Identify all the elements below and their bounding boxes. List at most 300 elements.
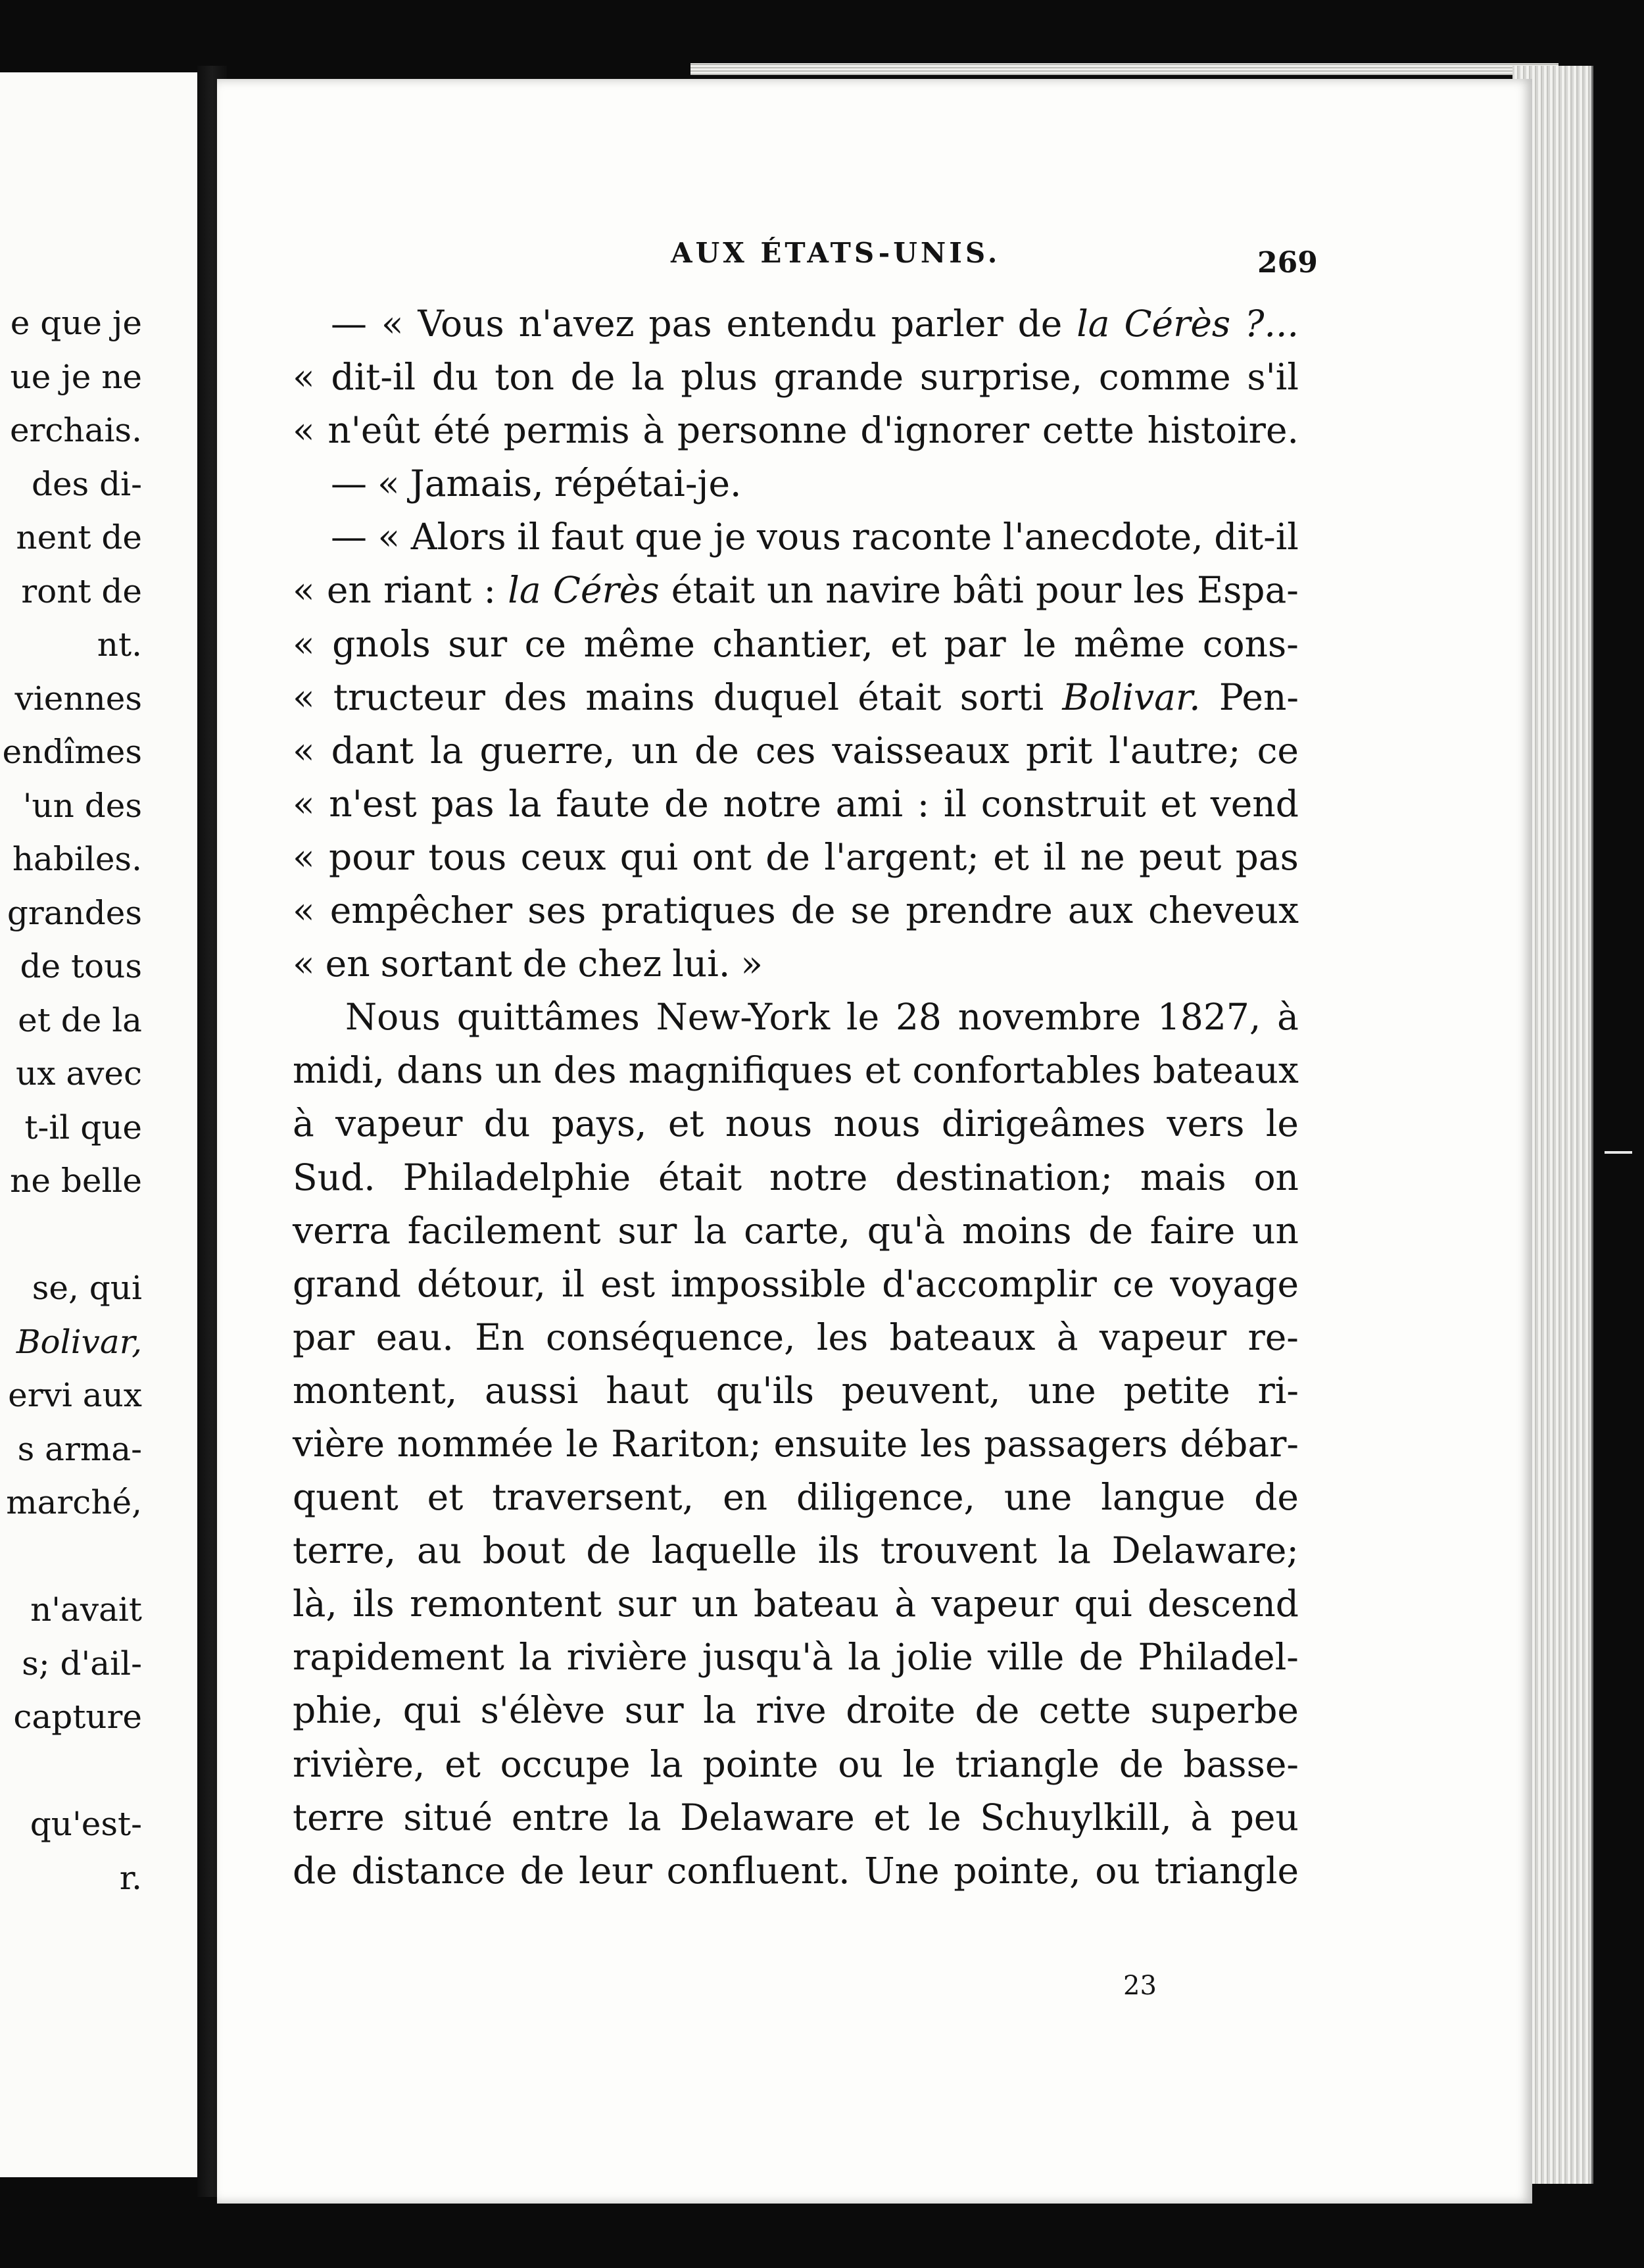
word: et xyxy=(667,1102,704,1145)
word: la xyxy=(1057,1529,1091,1572)
left-page-line: erchais. xyxy=(9,411,142,449)
word: le xyxy=(1265,1102,1299,1145)
word: cette xyxy=(1042,409,1134,452)
word: construit xyxy=(980,782,1146,825)
word: surprise, xyxy=(919,356,1083,399)
word: : xyxy=(483,569,496,612)
word: en xyxy=(326,569,372,612)
word: était xyxy=(671,569,755,612)
word: vapeur xyxy=(1099,1316,1227,1358)
word: ils xyxy=(352,1583,395,1625)
word: il xyxy=(943,782,967,825)
word: répétai-je. xyxy=(554,462,742,505)
left-page-line: t-il que xyxy=(24,1108,142,1146)
word: diligence, xyxy=(796,1476,975,1519)
word: un xyxy=(767,569,813,612)
word: aussi xyxy=(485,1369,579,1412)
word: rapidement xyxy=(293,1636,504,1679)
left-page-line: 'un des xyxy=(22,786,142,825)
left-page-line: ervi aux xyxy=(8,1376,142,1414)
word: haut xyxy=(606,1369,689,1412)
word: — xyxy=(331,303,367,345)
word: faire xyxy=(1149,1209,1236,1252)
word: de xyxy=(765,835,810,878)
word: dit-il xyxy=(1214,516,1299,558)
word: pour xyxy=(328,835,415,878)
left-page-line: viennes xyxy=(14,679,142,718)
text-line xyxy=(293,1524,1299,1577)
word: langue xyxy=(1101,1476,1226,1519)
word: sortant xyxy=(380,943,512,985)
word: la xyxy=(628,1796,662,1838)
text-line xyxy=(293,404,1299,457)
word: confluent. xyxy=(666,1849,850,1892)
text-line xyxy=(293,991,1299,1044)
word: la xyxy=(848,1636,881,1679)
word: et xyxy=(873,1796,910,1838)
text-line xyxy=(293,1577,1299,1631)
word: phie, xyxy=(293,1689,384,1732)
text-line xyxy=(293,618,1299,671)
word: duquel xyxy=(713,676,840,718)
word: de xyxy=(790,889,836,932)
word: le xyxy=(846,996,880,1039)
word: était xyxy=(858,676,942,718)
left-page-line: grandes xyxy=(7,893,142,932)
word: jolie xyxy=(895,1636,973,1679)
word: bateau xyxy=(754,1583,879,1625)
word: bâti xyxy=(953,569,1024,612)
word: ou xyxy=(1095,1849,1140,1892)
text-line xyxy=(293,351,1299,404)
word: riant xyxy=(383,569,472,612)
word: prendre xyxy=(906,889,1053,932)
left-page-line: marché, xyxy=(6,1483,142,1521)
word: sur xyxy=(617,1583,677,1625)
word: il xyxy=(1043,835,1067,878)
text-line xyxy=(293,1631,1299,1684)
word: ces xyxy=(755,729,816,772)
word: la xyxy=(703,1689,737,1732)
word: « xyxy=(293,569,315,612)
word: re- xyxy=(1247,1316,1299,1358)
word: gnols xyxy=(332,622,431,665)
left-page-line: ux avec xyxy=(16,1054,142,1093)
word: navire xyxy=(825,569,941,612)
word: de xyxy=(1078,1636,1124,1679)
word: traversent, xyxy=(492,1476,694,1519)
word: le xyxy=(1023,622,1057,665)
word: et xyxy=(890,622,927,665)
left-page-line: qu'est- xyxy=(30,1805,142,1843)
word: Pen- xyxy=(1219,676,1299,718)
word: chez xyxy=(577,943,662,985)
word: de xyxy=(570,356,616,399)
word: dit-il xyxy=(331,356,416,399)
word: du xyxy=(483,1102,531,1145)
word: tructeur xyxy=(333,676,485,718)
word: cette xyxy=(1038,1689,1131,1732)
word: impossible xyxy=(670,1262,867,1305)
word: remontent xyxy=(410,1583,602,1625)
left-page-line: endîmes xyxy=(2,733,142,771)
word: qui xyxy=(619,835,678,878)
word: Alors xyxy=(410,516,506,558)
text-line xyxy=(293,1738,1299,1791)
word: conséquence, xyxy=(546,1316,796,1358)
word: jusqu'à xyxy=(702,1636,834,1679)
word: « xyxy=(293,729,315,772)
word: de xyxy=(1254,1476,1299,1519)
word: Delaware; xyxy=(1111,1529,1299,1572)
word: Nous xyxy=(345,996,441,1039)
word: « xyxy=(377,462,400,505)
word: grand xyxy=(293,1262,401,1305)
word: — xyxy=(331,462,367,505)
word: du xyxy=(431,356,479,399)
word: « xyxy=(293,889,315,932)
text-line xyxy=(293,1311,1299,1364)
word: pointe, xyxy=(954,1849,1081,1892)
word: l'anecdote, xyxy=(1002,516,1203,558)
word: — xyxy=(331,516,367,558)
word: bateaux xyxy=(1153,1049,1299,1092)
left-page-line: habiles. xyxy=(12,840,142,878)
left-page-line: ue je ne xyxy=(10,357,142,396)
word: de xyxy=(1088,1209,1134,1252)
word: « xyxy=(293,835,315,878)
word: eau. xyxy=(375,1316,454,1358)
word: leur xyxy=(579,1849,652,1892)
text-line xyxy=(293,1471,1299,1524)
word: vaisseaux xyxy=(832,729,1010,772)
word: les xyxy=(1133,569,1185,612)
word: faute xyxy=(556,782,650,825)
word: de xyxy=(1017,303,1063,345)
text-line xyxy=(293,777,1299,831)
word: à xyxy=(1056,1316,1078,1358)
word: « xyxy=(293,409,315,452)
word: Espa- xyxy=(1196,569,1299,612)
word: à xyxy=(293,1102,314,1145)
word: un xyxy=(691,1583,738,1625)
left-page-line: de tous xyxy=(20,947,142,985)
word: là, xyxy=(293,1583,337,1625)
word: et xyxy=(1160,782,1197,825)
word: « xyxy=(293,356,315,399)
left-page-line: r. xyxy=(119,1858,142,1897)
word: grande xyxy=(773,356,904,399)
word: la xyxy=(508,569,541,612)
word: de xyxy=(586,1529,631,1572)
left-page-line: des di- xyxy=(31,464,142,503)
word: la xyxy=(1076,303,1110,345)
word: qu'ils xyxy=(715,1369,814,1412)
word: en xyxy=(325,943,370,985)
word: parler xyxy=(891,303,1003,345)
word: 1827, xyxy=(1157,996,1261,1039)
word: ceux xyxy=(520,835,606,878)
word: cons- xyxy=(1202,622,1299,665)
word: des xyxy=(504,676,568,718)
word: l'autre; xyxy=(1109,729,1241,772)
left-page-line: capture xyxy=(13,1698,142,1736)
word: Schuylkill, xyxy=(980,1796,1172,1838)
word: « xyxy=(293,782,315,825)
text-line xyxy=(293,831,1299,884)
word: cheveux xyxy=(1148,889,1299,932)
word: ou xyxy=(838,1742,883,1785)
word: un xyxy=(1252,1209,1299,1252)
word: peut xyxy=(1139,835,1222,878)
left-page-line: Bolivar, xyxy=(16,1322,142,1361)
word: confortables xyxy=(912,1049,1142,1092)
word: notre xyxy=(723,782,821,825)
word: montent, xyxy=(293,1369,458,1412)
word: été xyxy=(433,409,491,452)
word: rivière, xyxy=(293,1742,425,1785)
text-line xyxy=(293,1364,1299,1418)
body-text xyxy=(293,297,1299,1898)
word: des xyxy=(553,1049,617,1092)
word: nous xyxy=(833,1102,921,1145)
left-page-line: ne belle xyxy=(10,1162,142,1200)
text-line xyxy=(293,1151,1299,1204)
word: la xyxy=(430,729,464,772)
word: facilement xyxy=(407,1209,601,1252)
word: il xyxy=(517,516,541,558)
word: pas xyxy=(1235,835,1299,878)
word: peuvent, xyxy=(841,1369,1001,1412)
word: pratiques xyxy=(601,889,776,932)
word: débar- xyxy=(1180,1422,1299,1465)
text-line xyxy=(293,457,1299,510)
text-line xyxy=(293,671,1299,724)
word: quent xyxy=(293,1476,399,1519)
word: Une xyxy=(864,1849,940,1892)
word: descend xyxy=(1148,1583,1299,1625)
word: ses xyxy=(527,889,587,932)
word: guerre, xyxy=(479,729,616,772)
word: entendu xyxy=(726,303,877,345)
word: de xyxy=(694,729,739,772)
text-line xyxy=(293,1097,1299,1150)
word: moins xyxy=(962,1209,1072,1252)
word: la xyxy=(508,782,542,825)
word: « xyxy=(377,516,400,558)
word: faut xyxy=(550,516,624,558)
word: ri- xyxy=(1257,1369,1299,1412)
text-line xyxy=(293,1791,1299,1844)
word: triangle xyxy=(1154,1849,1299,1892)
word: Philadelphie xyxy=(402,1156,631,1198)
word: la xyxy=(650,1742,683,1785)
word: on xyxy=(1253,1156,1299,1198)
word: passagers xyxy=(984,1422,1168,1465)
word: de xyxy=(1119,1742,1164,1785)
text-line xyxy=(293,297,1299,351)
word: le xyxy=(566,1422,599,1465)
word: vend xyxy=(1210,782,1299,825)
word: s'il xyxy=(1247,356,1299,399)
word: qui xyxy=(402,1689,462,1732)
word: ce xyxy=(1112,1262,1155,1305)
word: midi, xyxy=(293,1049,385,1092)
word: New-York xyxy=(656,996,831,1039)
word: plus xyxy=(681,356,758,399)
word: chantier, xyxy=(712,622,873,665)
word: de xyxy=(293,1849,337,1892)
word: nommée xyxy=(397,1422,554,1465)
word: je xyxy=(713,516,746,558)
running-head: AUX ÉTATS-UNIS. xyxy=(671,237,1001,269)
word: carte, xyxy=(744,1209,851,1252)
word: Jamais, xyxy=(410,462,544,505)
word: même xyxy=(583,622,695,665)
word: et xyxy=(993,835,1029,878)
word: à xyxy=(894,1583,917,1625)
text-line xyxy=(293,884,1299,937)
word: aux xyxy=(1067,889,1134,932)
word: même xyxy=(1073,622,1186,665)
word: les xyxy=(920,1422,972,1465)
word: détour, xyxy=(416,1262,546,1305)
word: ville xyxy=(987,1636,1065,1679)
word: et xyxy=(445,1742,481,1785)
word: situé xyxy=(403,1796,493,1838)
word: pays, xyxy=(551,1102,647,1145)
page-top-edge xyxy=(690,63,1559,75)
word: en xyxy=(723,1476,768,1519)
word: notre xyxy=(769,1156,868,1198)
word: d'ignorer xyxy=(860,409,1030,452)
word: verra xyxy=(293,1209,391,1252)
word: terre, xyxy=(293,1529,397,1572)
word: vers xyxy=(1167,1102,1245,1145)
left-page-line: se, qui xyxy=(32,1269,142,1307)
left-page-line: n'avait xyxy=(30,1590,142,1629)
word: entre xyxy=(511,1796,610,1838)
word: pointe xyxy=(702,1742,819,1785)
word: la xyxy=(631,356,665,399)
word: Philadel- xyxy=(1138,1636,1299,1679)
word: ont xyxy=(692,835,752,878)
text-line xyxy=(293,510,1299,564)
word: empêcher xyxy=(329,889,513,932)
word: prit xyxy=(1026,729,1093,772)
word: petite xyxy=(1123,1369,1230,1412)
word: destination; xyxy=(895,1156,1113,1198)
word: vapeur xyxy=(931,1583,1059,1625)
word: En xyxy=(475,1316,525,1358)
left-page-line: s arma- xyxy=(17,1429,142,1468)
previous-page xyxy=(0,72,201,2177)
word: d'accomplir xyxy=(882,1262,1097,1305)
word: mains xyxy=(585,676,695,718)
text-line xyxy=(293,1044,1299,1097)
word: n'avez xyxy=(518,303,635,345)
word: sur xyxy=(624,1689,684,1732)
word: ce xyxy=(1257,729,1299,772)
word: : xyxy=(917,782,930,825)
word: ensuite xyxy=(773,1422,908,1465)
word: était xyxy=(658,1156,742,1198)
word: occupe xyxy=(500,1742,631,1785)
word: un xyxy=(631,729,679,772)
word: Sud. xyxy=(293,1156,375,1198)
word: comme xyxy=(1098,356,1231,399)
word: ton xyxy=(495,356,554,399)
word: par xyxy=(293,1316,355,1358)
word: nous xyxy=(725,1102,813,1145)
word: au xyxy=(416,1529,462,1572)
word: et xyxy=(864,1049,901,1092)
left-page-line: e que je xyxy=(10,304,142,342)
word: personne xyxy=(677,409,848,452)
word: triangle xyxy=(955,1742,1100,1785)
text-line xyxy=(293,1418,1299,1471)
word: n'eût xyxy=(327,409,420,452)
word: le xyxy=(902,1742,936,1785)
word: bateaux xyxy=(889,1316,1036,1358)
word: rive xyxy=(756,1689,827,1732)
word: sorti xyxy=(959,676,1044,718)
left-page-line: et de la xyxy=(18,1000,142,1039)
word: dant xyxy=(331,729,414,772)
word: n'est xyxy=(329,782,417,825)
word: distance xyxy=(351,1849,506,1892)
word: peu xyxy=(1230,1796,1299,1838)
word: de xyxy=(522,943,568,985)
word: que xyxy=(635,516,703,558)
text-line xyxy=(293,1204,1299,1258)
word: vous xyxy=(756,516,841,558)
left-page-line: ront de xyxy=(21,572,142,610)
text-line xyxy=(293,1258,1299,1311)
word: droite xyxy=(846,1689,956,1732)
word: » xyxy=(740,943,763,985)
text-line xyxy=(293,564,1299,617)
word: à xyxy=(1190,1796,1213,1838)
text-line xyxy=(293,1684,1299,1737)
left-page-line: s; d'ail- xyxy=(22,1644,142,1683)
signature-mark: 23 xyxy=(1123,1971,1157,2001)
word: raconte xyxy=(852,516,992,558)
word: la xyxy=(693,1209,727,1252)
word: Vous xyxy=(418,303,504,345)
word: qui xyxy=(1074,1583,1132,1625)
word: ?... xyxy=(1244,303,1299,345)
word: magnifiques xyxy=(628,1049,853,1092)
word: une xyxy=(1003,1476,1073,1519)
word: il xyxy=(561,1262,585,1305)
word: ami xyxy=(835,782,904,825)
word: histoire. xyxy=(1147,409,1299,452)
word: 28 xyxy=(895,996,942,1039)
word: qu'à xyxy=(867,1209,946,1252)
word: ne xyxy=(1080,835,1125,878)
word: la xyxy=(519,1636,552,1679)
word: ce xyxy=(524,622,566,665)
word: se xyxy=(850,889,891,932)
word: basse- xyxy=(1183,1742,1299,1785)
word: de xyxy=(520,1849,565,1892)
left-page-line: nt. xyxy=(97,626,142,664)
word: s'élève xyxy=(480,1689,606,1732)
margin-mark xyxy=(1605,1151,1632,1154)
word: « xyxy=(293,676,315,718)
word: sur xyxy=(617,1209,677,1252)
